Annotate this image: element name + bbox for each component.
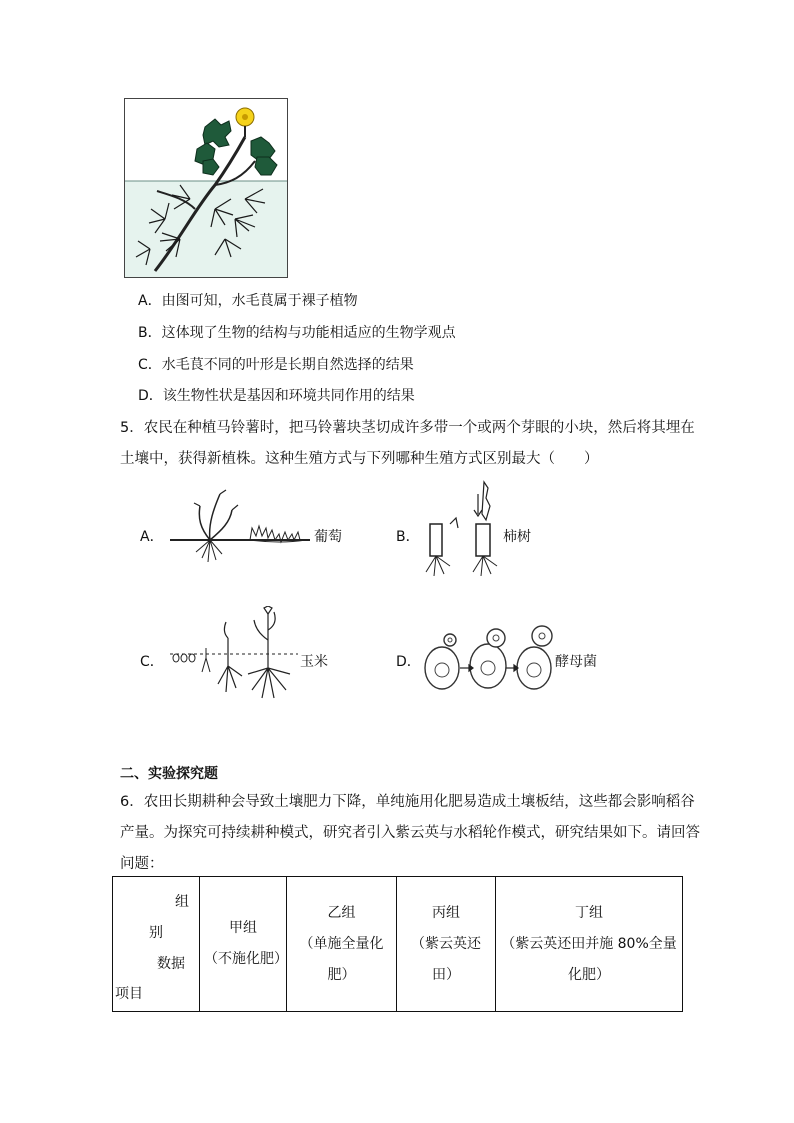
choice-a-key: A． — [140, 529, 164, 545]
group-bing-line1: 丙组 — [432, 904, 460, 921]
choice-d-name: 酵母菌 — [555, 654, 597, 670]
corner-label-4: 项目 — [115, 986, 143, 1002]
choice-c-key: C． — [140, 654, 164, 670]
corner-label-2: 别 — [149, 925, 163, 941]
yeast-budding-illustration — [424, 624, 554, 694]
corner-label-3: 数据 — [157, 956, 185, 972]
choice-a-name: 葡萄 — [314, 529, 342, 545]
water-buttercup-figure — [124, 98, 288, 278]
group-bing-line2: （紫云英还 — [411, 935, 481, 952]
water-buttercup-illustration — [125, 99, 288, 278]
group-yi-line2: （单施全量化 — [299, 935, 384, 952]
persimmon-grafting-illustration — [418, 480, 504, 578]
corner-label-1: 组 — [175, 894, 189, 910]
group-ding-line1: 丁组 — [575, 904, 603, 921]
q6-line1: 6．农田长期耕种会导致土壤肥力下降，单纯施用化肥易造成土壤板结，这些都会影响稻谷 — [120, 794, 695, 810]
table-header-group-bing — [397, 877, 496, 1012]
option-c: C．水毛茛不同的叶形是长期自然选择的结果 — [138, 357, 414, 373]
table-header-group-jia — [200, 877, 287, 1012]
group-yi-line1: 乙组 — [327, 904, 356, 921]
choice-b-key: B． — [396, 529, 420, 545]
option-a: A．由图可知，水毛茛属于裸子植物 — [138, 293, 358, 309]
section-title: 二、实验探究题 — [120, 766, 218, 782]
choice-d-key: D． — [396, 654, 421, 670]
option-b: B．这体现了生物的结构与功能相适应的生物学观点 — [138, 325, 456, 341]
q6-line3: 问题： — [120, 856, 164, 872]
group-ding-line2: （紫云英还田并施 80%全量 — [501, 935, 677, 952]
experiment-table — [112, 876, 683, 1012]
group-jia-line1: 甲组 — [229, 920, 257, 936]
group-yi-line3: 肥） — [327, 966, 356, 983]
q5-line1: 5．农民在种植马铃薯时，把马铃薯块茎切成许多带一个或两个芽眼的小块，然后将其埋在 — [120, 420, 695, 436]
choice-c-name: 玉米 — [300, 654, 328, 670]
choice-b-name: 柿树 — [503, 529, 531, 545]
group-bing-line3: 田） — [432, 966, 460, 983]
group-ding-line3: 化肥） — [568, 966, 610, 983]
table-header-group-ding — [496, 877, 683, 1012]
group-jia-line2: （不施化肥） — [204, 951, 288, 967]
flower — [236, 108, 254, 137]
table-corner-header — [113, 877, 200, 1012]
q6-line2: 产量。为探究可持续耕种模式，研究者引入紫云英与水稻轮作模式，研究结果如下。请回答 — [120, 825, 700, 841]
corn-germination-illustration — [170, 606, 298, 704]
option-d: D．该生物性状是基因和环境共同作用的结果 — [138, 388, 415, 404]
table-header-group-yi — [287, 877, 397, 1012]
q5-line2: 土壤中，获得新植株。这种生殖方式与下列哪种生殖方式区别最大（ ） — [120, 451, 599, 467]
grape-layering-illustration — [170, 488, 310, 576]
